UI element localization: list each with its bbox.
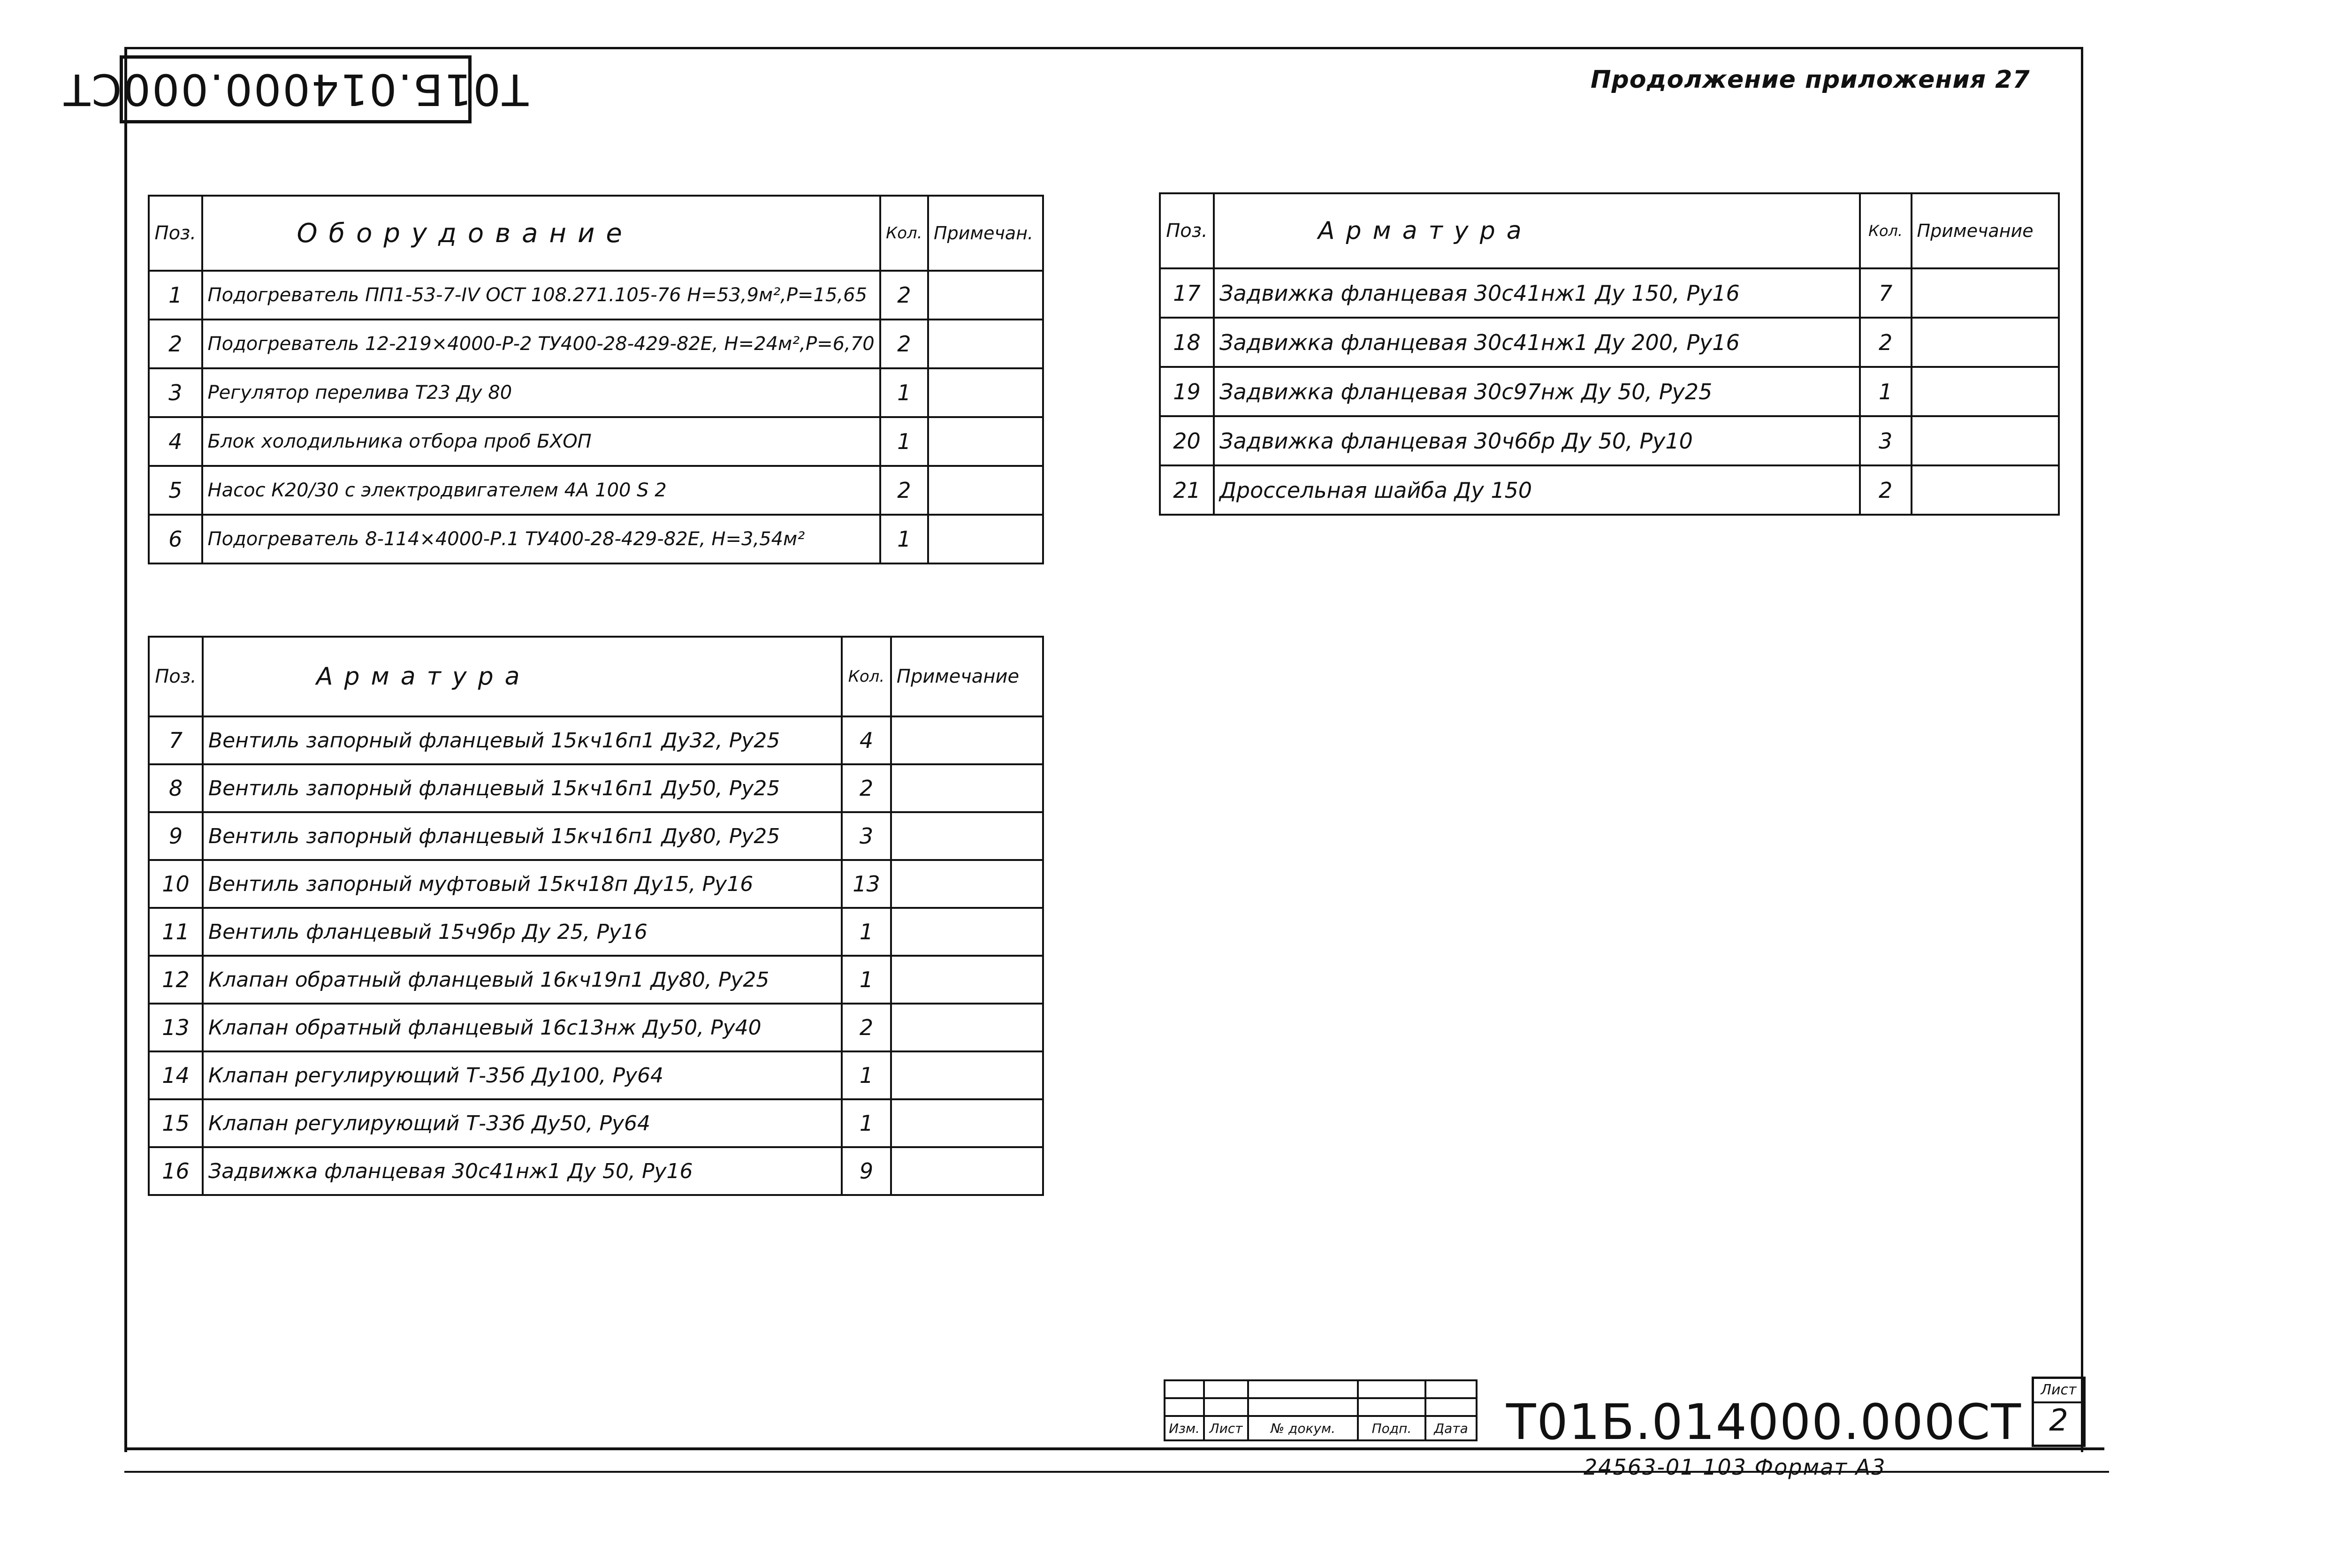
row-note (891, 764, 1043, 812)
row-name: Задвижка фланцевая 30с41нж1 Ду 200, Ру16 (1214, 318, 1860, 367)
row-position: 16 (149, 1147, 203, 1195)
row-quantity: 2 (842, 764, 891, 812)
table-row (149, 320, 1043, 368)
note-header: Примечание (1912, 193, 2059, 268)
row-name: Подогреватель 8-114×4000-Р.1 ТУ400-28-429-82Е, Н=3,54м² (202, 515, 880, 563)
row-position: 11 (149, 908, 203, 956)
row-quantity: 2 (1860, 318, 1912, 367)
row-quantity: 3 (1860, 416, 1912, 465)
row-position: 4 (149, 417, 202, 466)
row-position: 20 (1160, 416, 1214, 465)
row-quantity: 1 (842, 1051, 891, 1099)
row-quantity: 13 (842, 860, 891, 908)
equipment-header-row (149, 196, 1043, 271)
equipment-table (148, 195, 1044, 564)
table-row (149, 956, 1043, 1004)
row-name: Дроссельная шайба Ду 150 (1214, 465, 1860, 515)
sheet-box (2032, 1377, 2086, 1447)
row-position: 3 (149, 368, 202, 417)
row-position: 8 (149, 764, 203, 812)
row-quantity: 4 (842, 716, 891, 764)
table-row (149, 368, 1043, 417)
row-name: Подогреватель ПП1-53-7-IV ОСТ 108.271.105-76 Н=53,9м²,Р=15,65 (202, 271, 880, 320)
row-note (891, 1004, 1043, 1051)
row-name: Клапан регулирующий Т-35б Ду100, Ру64 (203, 1051, 842, 1099)
row-name: Клапан обратный фланцевый 16с13нж Ду50, Ру40 (203, 1004, 842, 1051)
row-quantity: 2 (842, 1004, 891, 1051)
rev-col-change: Изм. (1165, 1416, 1204, 1440)
row-position: 2 (149, 320, 202, 368)
row-quantity: 1 (880, 368, 928, 417)
row-position: 5 (149, 466, 202, 515)
format-footer: 24563-01 103 Формат А3 (1584, 1454, 1886, 1480)
rev-col-date: Дата (1425, 1416, 1477, 1440)
row-position: 19 (1160, 367, 1214, 416)
header-note: Продолжение приложения 27 (1591, 66, 2030, 94)
table-row (1160, 318, 2059, 367)
row-position: 10 (149, 860, 203, 908)
row-note (891, 860, 1043, 908)
sheet-number: 2 (2049, 1403, 2068, 1438)
row-position: 21 (1160, 465, 1214, 515)
row-note (891, 908, 1043, 956)
table-row (1160, 416, 2059, 465)
table-row (1160, 367, 2059, 416)
rev-col-sign: Подп. (1358, 1416, 1425, 1440)
row-position: 6 (149, 515, 202, 563)
row-note (891, 716, 1043, 764)
table-row (1160, 268, 2059, 318)
row-quantity: 1 (1860, 367, 1912, 416)
table-row (149, 1004, 1043, 1051)
row-note (891, 1051, 1043, 1099)
row-quantity: 7 (1860, 268, 1912, 318)
table-row (149, 716, 1043, 764)
row-note (928, 368, 1043, 417)
row-quantity: 2 (880, 320, 928, 368)
row-quantity: 2 (880, 271, 928, 320)
row-quantity: 1 (842, 956, 891, 1004)
row-note (928, 515, 1043, 563)
row-note (891, 1147, 1043, 1195)
row-note (928, 320, 1043, 368)
row-name: Клапан регулирующий Т-33б Ду50, Ру64 (203, 1099, 842, 1147)
row-note (928, 466, 1043, 515)
rotated-designation-stamp (62, 55, 529, 123)
row-name: Вентиль запорный фланцевый 15кч16п1 Ду80, Ру25 (203, 812, 842, 860)
fittings-right-header-row (1160, 193, 2059, 268)
equipment-title: Оборудование (202, 196, 880, 271)
row-note (928, 271, 1043, 320)
pos-header: Поз. (1160, 193, 1214, 268)
row-position: 15 (149, 1099, 203, 1147)
qty-header: Кол. (842, 637, 891, 716)
fittings-left-title: Арматура (203, 637, 842, 716)
row-note (1912, 268, 2059, 318)
row-name: Задвижка фланцевая 30ч6бр Ду 50, Ру10 (1214, 416, 1860, 465)
row-note (1912, 318, 2059, 367)
row-quantity: 3 (842, 812, 891, 860)
row-position: 12 (149, 956, 203, 1004)
row-name: Блок холодильника отбора проб БХОП (202, 417, 880, 466)
document-code: Т01Б.014000.000СТ (1506, 1393, 2022, 1451)
row-note (928, 417, 1043, 466)
fittings-left-header-row (149, 637, 1043, 716)
row-position: 1 (149, 271, 202, 320)
table-row (149, 1099, 1043, 1147)
row-position: 14 (149, 1051, 203, 1099)
fittings-right-title: Арматура (1214, 193, 1860, 268)
row-quantity: 9 (842, 1147, 891, 1195)
table-row (149, 1051, 1043, 1099)
pos-header: Поз. (149, 196, 202, 271)
rev-col-doc: № докум. (1248, 1416, 1358, 1440)
qty-header: Кол. (1860, 193, 1912, 268)
fittings-table-left (148, 636, 1044, 1196)
table-row (149, 417, 1043, 466)
row-note (1912, 416, 2059, 465)
row-note (891, 956, 1043, 1004)
sheet-label: Лист (2034, 1379, 2083, 1403)
table-row (1160, 465, 2059, 515)
qty-header: Кол. (880, 196, 928, 271)
row-name: Задвижка фланцевая 30с41нж1 Ду 50, Ру16 (203, 1147, 842, 1195)
row-note (1912, 465, 2059, 515)
row-name: Подогреватель 12-219×4000-Р-2 ТУ400-28-429-82Е, Н=24м²,Р=6,70 (202, 320, 880, 368)
table-row (149, 271, 1043, 320)
row-position: 7 (149, 716, 203, 764)
rotated-designation-code: Т01Б.014000.000СТ (62, 64, 529, 114)
row-quantity: 2 (1860, 465, 1912, 515)
table-row (149, 515, 1043, 563)
title-block (1164, 1379, 2093, 1452)
row-name: Насос К20/30 с электродвигателем 4А 100 S 2 (202, 466, 880, 515)
row-position: 13 (149, 1004, 203, 1051)
table-row (149, 860, 1043, 908)
row-quantity: 1 (880, 515, 928, 563)
row-position: 17 (1160, 268, 1214, 318)
row-name: Регулятор перелива Т23 Ду 80 (202, 368, 880, 417)
note-header: Примечание (891, 637, 1043, 716)
table-row (149, 908, 1043, 956)
row-quantity: 1 (842, 908, 891, 956)
row-name: Вентиль запорный фланцевый 15кч16п1 Ду50, Ру25 (203, 764, 842, 812)
row-name: Задвижка фланцевая 30с97нж Ду 50, Ру25 (1214, 367, 1860, 416)
row-name: Вентиль фланцевый 15ч9бр Ду 25, Ру16 (203, 908, 842, 956)
row-quantity: 1 (880, 417, 928, 466)
row-note (1912, 367, 2059, 416)
rev-col-sheet: Лист (1204, 1416, 1248, 1440)
pos-header: Поз. (149, 637, 203, 716)
row-note (891, 1099, 1043, 1147)
note-header: Примечан. (928, 196, 1043, 271)
table-row (149, 466, 1043, 515)
row-name: Вентиль запорный фланцевый 15кч16п1 Ду32, Ру25 (203, 716, 842, 764)
row-name: Вентиль запорный муфтовый 15кч18п Ду15, Ру16 (203, 860, 842, 908)
row-quantity: 1 (842, 1099, 891, 1147)
fittings-table-right (1159, 192, 2060, 516)
row-position: 9 (149, 812, 203, 860)
row-position: 18 (1160, 318, 1214, 367)
table-row (149, 764, 1043, 812)
row-name: Клапан обратный фланцевый 16кч19п1 Ду80, Ру25 (203, 956, 842, 1004)
table-row (149, 1147, 1043, 1195)
revision-grid (1164, 1379, 1478, 1441)
row-note (891, 812, 1043, 860)
row-name: Задвижка фланцевая 30с41нж1 Ду 150, Ру16 (1214, 268, 1860, 318)
table-row (149, 812, 1043, 860)
row-quantity: 2 (880, 466, 928, 515)
